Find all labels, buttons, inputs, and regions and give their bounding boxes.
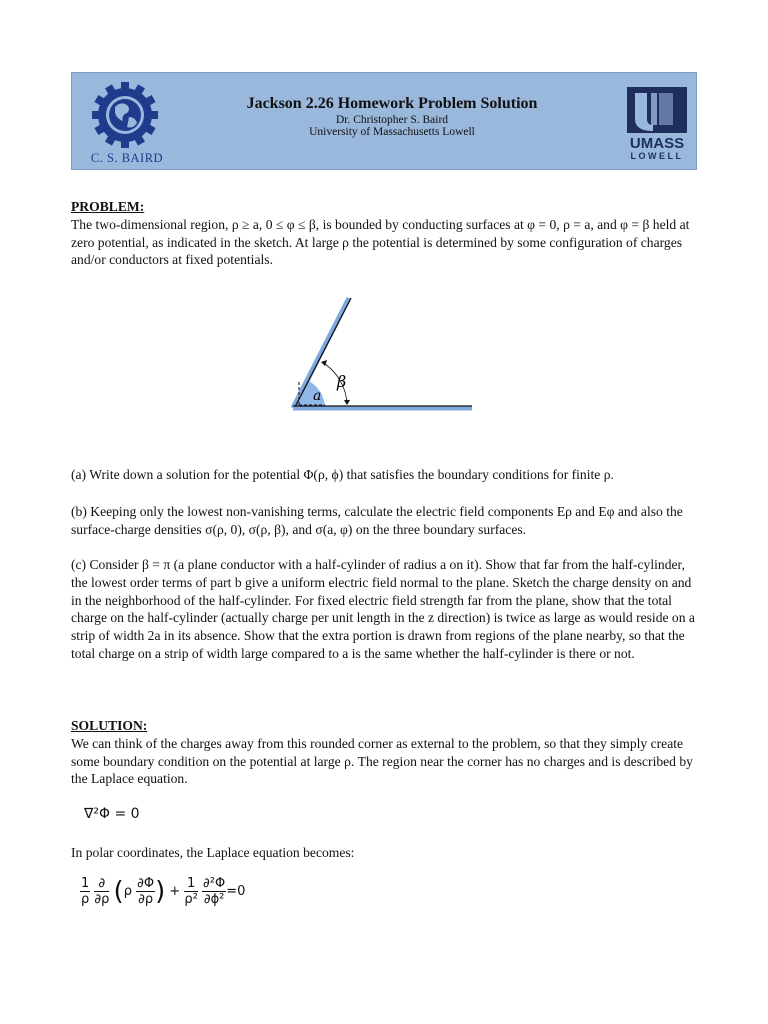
part-b: (b) Keeping only the lowest non-vanishing terms, calculate the electric field components Eρ and Eφ and also the surface-charge densities σ(ρ, 0), σ(ρ, β), and σ(a, φ) on the three boundary surfaces. (71, 504, 683, 537)
fraction-1: $\frac{1}{\rho}$ (81, 876, 90, 907)
laplace-equation: ∇²Φ = 0 (84, 806, 140, 822)
left-logo-caption: C. S. BAIRD (90, 151, 164, 165)
cs-baird-logo (80, 81, 170, 165)
page-title: Jackson 2.26 Homework Problem Solution (246, 95, 538, 112)
problem-section (71, 198, 701, 269)
part-c: (c) Consider β = π (a plane conductor with a half-cylinder of radius a on it). Show that far from the half-cylinder, the lowest order terms of part b give a uniform electric field normal to the plane. Sketch the charge density on and in the neighborhood of the half-cylinder. For fixed electric field strength far from the plane, show that the total charge on the half-cylinder (actually charge per unit length in the z direction) is twice as large as would reside on a strip of width 2a in its absence. Show that the extra portion is drawn from regions of the plane nearby, so that the total charge on a strip of width large compared to a is the same whether the half-cylinder is there or not. (71, 557, 695, 661)
radius-label: a (313, 388, 322, 404)
fraction-4: $\frac{1}{\text{ρ²}}$ (184, 876, 198, 907)
umass-lowell-logo (625, 85, 689, 165)
wedge-diagram (285, 292, 485, 417)
gear-globe-icon (80, 81, 170, 153)
problem-heading: PROBLEM: (71, 199, 145, 214)
umass-label: UMASS (629, 135, 685, 152)
umass-emblem-icon (625, 85, 689, 135)
arrowhead-lower-icon (344, 400, 350, 405)
fraction-5: $\frac{\text{∂²Φ}}{\text{∂ϕ²}}$ (203, 876, 226, 907)
fraction-2: $\frac{\partial}{\partial\rho}$ (94, 876, 110, 907)
affiliation: University of Massachusetts Lowell (309, 126, 475, 138)
solution-heading: SOLUTION: (71, 718, 148, 733)
header-titles (222, 95, 562, 138)
problem-intro: The two-dimensional region, ρ ≥ a, 0 ≤ φ ≤ β, is bounded by conducting surfaces at φ = 0, ρ = a, and φ = β held at zero potential, as indicated in the sketch. At large ρ the potential is determined by some configuration of charges and/or conductors at fixed potentials. (71, 216, 690, 268)
polar-laplace-equation: $\frac{1}{\rho}$ $\frac{\partial}{\partial\rho}$ (ρ $\frac{\partial\Phi}{\partial\rho}$ ) + $\frac{1}{\text{ρ²}}$ $\frac{\text{∂²Φ}}{\text{∂ϕ²}}$ =0 (81, 876, 246, 907)
lowell-label: LOWELL (630, 151, 684, 161)
fraction-3: $\frac{\partial\Phi}{\partial\rho}$ (137, 876, 155, 907)
solution-paragraph-2: In polar coordinates, the Laplace equation becomes: (71, 845, 355, 860)
header-banner (71, 72, 697, 170)
author-name: Dr. Christopher S. Baird (335, 114, 449, 126)
solution-paragraph-1: We can think of the charges away from this rounded corner as external to the problem, so that they simply create some boundary condition on the potential at large ρ. The region near the corner has no charges and is described by the Laplace equation. (71, 735, 693, 787)
solution-section (71, 717, 701, 788)
beta-label: β (337, 372, 347, 391)
part-a: (a) Write down a solution for the potential Φ(ρ, ϕ) that satisfies the boundary conditions for finite ρ. (71, 467, 614, 482)
